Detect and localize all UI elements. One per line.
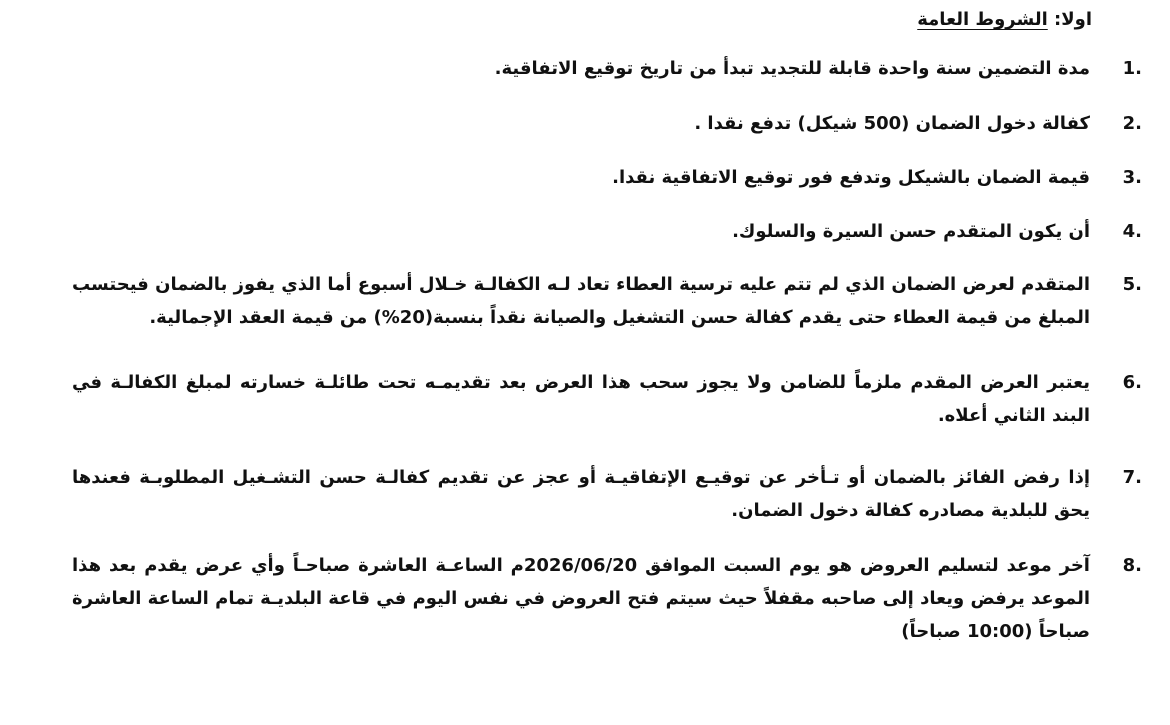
list-item bbox=[72, 366, 1142, 432]
item-number: 7. bbox=[1122, 467, 1142, 488]
item-number: 5. bbox=[1122, 274, 1142, 295]
item-text: مدة التضمين سنة واحدة قابلة للتجديد تبدأ من تاريخ توقيع الاتفاقية. bbox=[494, 58, 1090, 79]
item-text: آخر موعد لتسليم العروض هو يوم السبت الموافق 2026/06/20م الساعـة العاشرة صباحـاً وأي عرض يقدم بعد هذا الموعد يرفض ويعاد إلى صاحبه مقفلاً حيث سيتم فتح العروض في نفس اليوم في قاعة البلديـة تمام الساعة العاشرة صباحاً (10:00 صباحاً) bbox=[72, 555, 1090, 642]
item-text: يعتبر العرض المقدم ملزماً للضامن ولا يجوز سحب هذا العرض بعد تقديمـه تحت طائلـة خسارته لمبلغ الكفالـة في البند الثاني أعلاه. bbox=[72, 372, 1090, 426]
list-item bbox=[72, 268, 1142, 334]
item-number: 8. bbox=[1122, 555, 1142, 576]
section-heading bbox=[917, 9, 1092, 30]
item-number: 2. bbox=[1122, 113, 1142, 134]
list-item bbox=[72, 107, 1142, 140]
heading-prefix: اولا: bbox=[1054, 9, 1092, 30]
list-item bbox=[72, 161, 1142, 194]
item-text: المتقدم لعرض الضمان الذي لم تتم عليه ترسية العطاء تعاد لـه الكفالـة خـلال أسبوع أما الذي يفوز بالضمان فيحتسب المبلغ من قيمة العطاء حتى يقدم كفالة حسن التشغيل والصيانة نقداً بنسبة(20%) من قيمة العقد الإجمالية. bbox=[72, 274, 1090, 328]
item-text: إذا رفض الفائز بالضمان أو تـأخر عن توقيـع الإتفاقيـة أو عجز عن تقديم كفالـة حسن التشـغيل المطلوبـة فعندها يحق للبلدية مصادره كفالة دخول الضمان. bbox=[72, 467, 1090, 521]
list-item bbox=[72, 52, 1142, 85]
item-number: 1. bbox=[1122, 58, 1142, 79]
item-number: 6. bbox=[1122, 372, 1142, 393]
list-item bbox=[72, 549, 1142, 648]
item-text: كفالة دخول الضمان (500 شيكل) تدفع نقدا . bbox=[694, 113, 1090, 134]
item-text: قيمة الضمان بالشيكل وتدفع فور توقيع الاتفاقية نقدا. bbox=[612, 167, 1090, 188]
list-item bbox=[72, 215, 1142, 248]
list-item bbox=[72, 461, 1142, 527]
item-text: أن يكون المتقدم حسن السيرة والسلوك. bbox=[732, 221, 1090, 242]
heading-title: الشروط العامة bbox=[917, 9, 1048, 30]
item-number: 4. bbox=[1122, 221, 1142, 242]
item-number: 3. bbox=[1122, 167, 1142, 188]
